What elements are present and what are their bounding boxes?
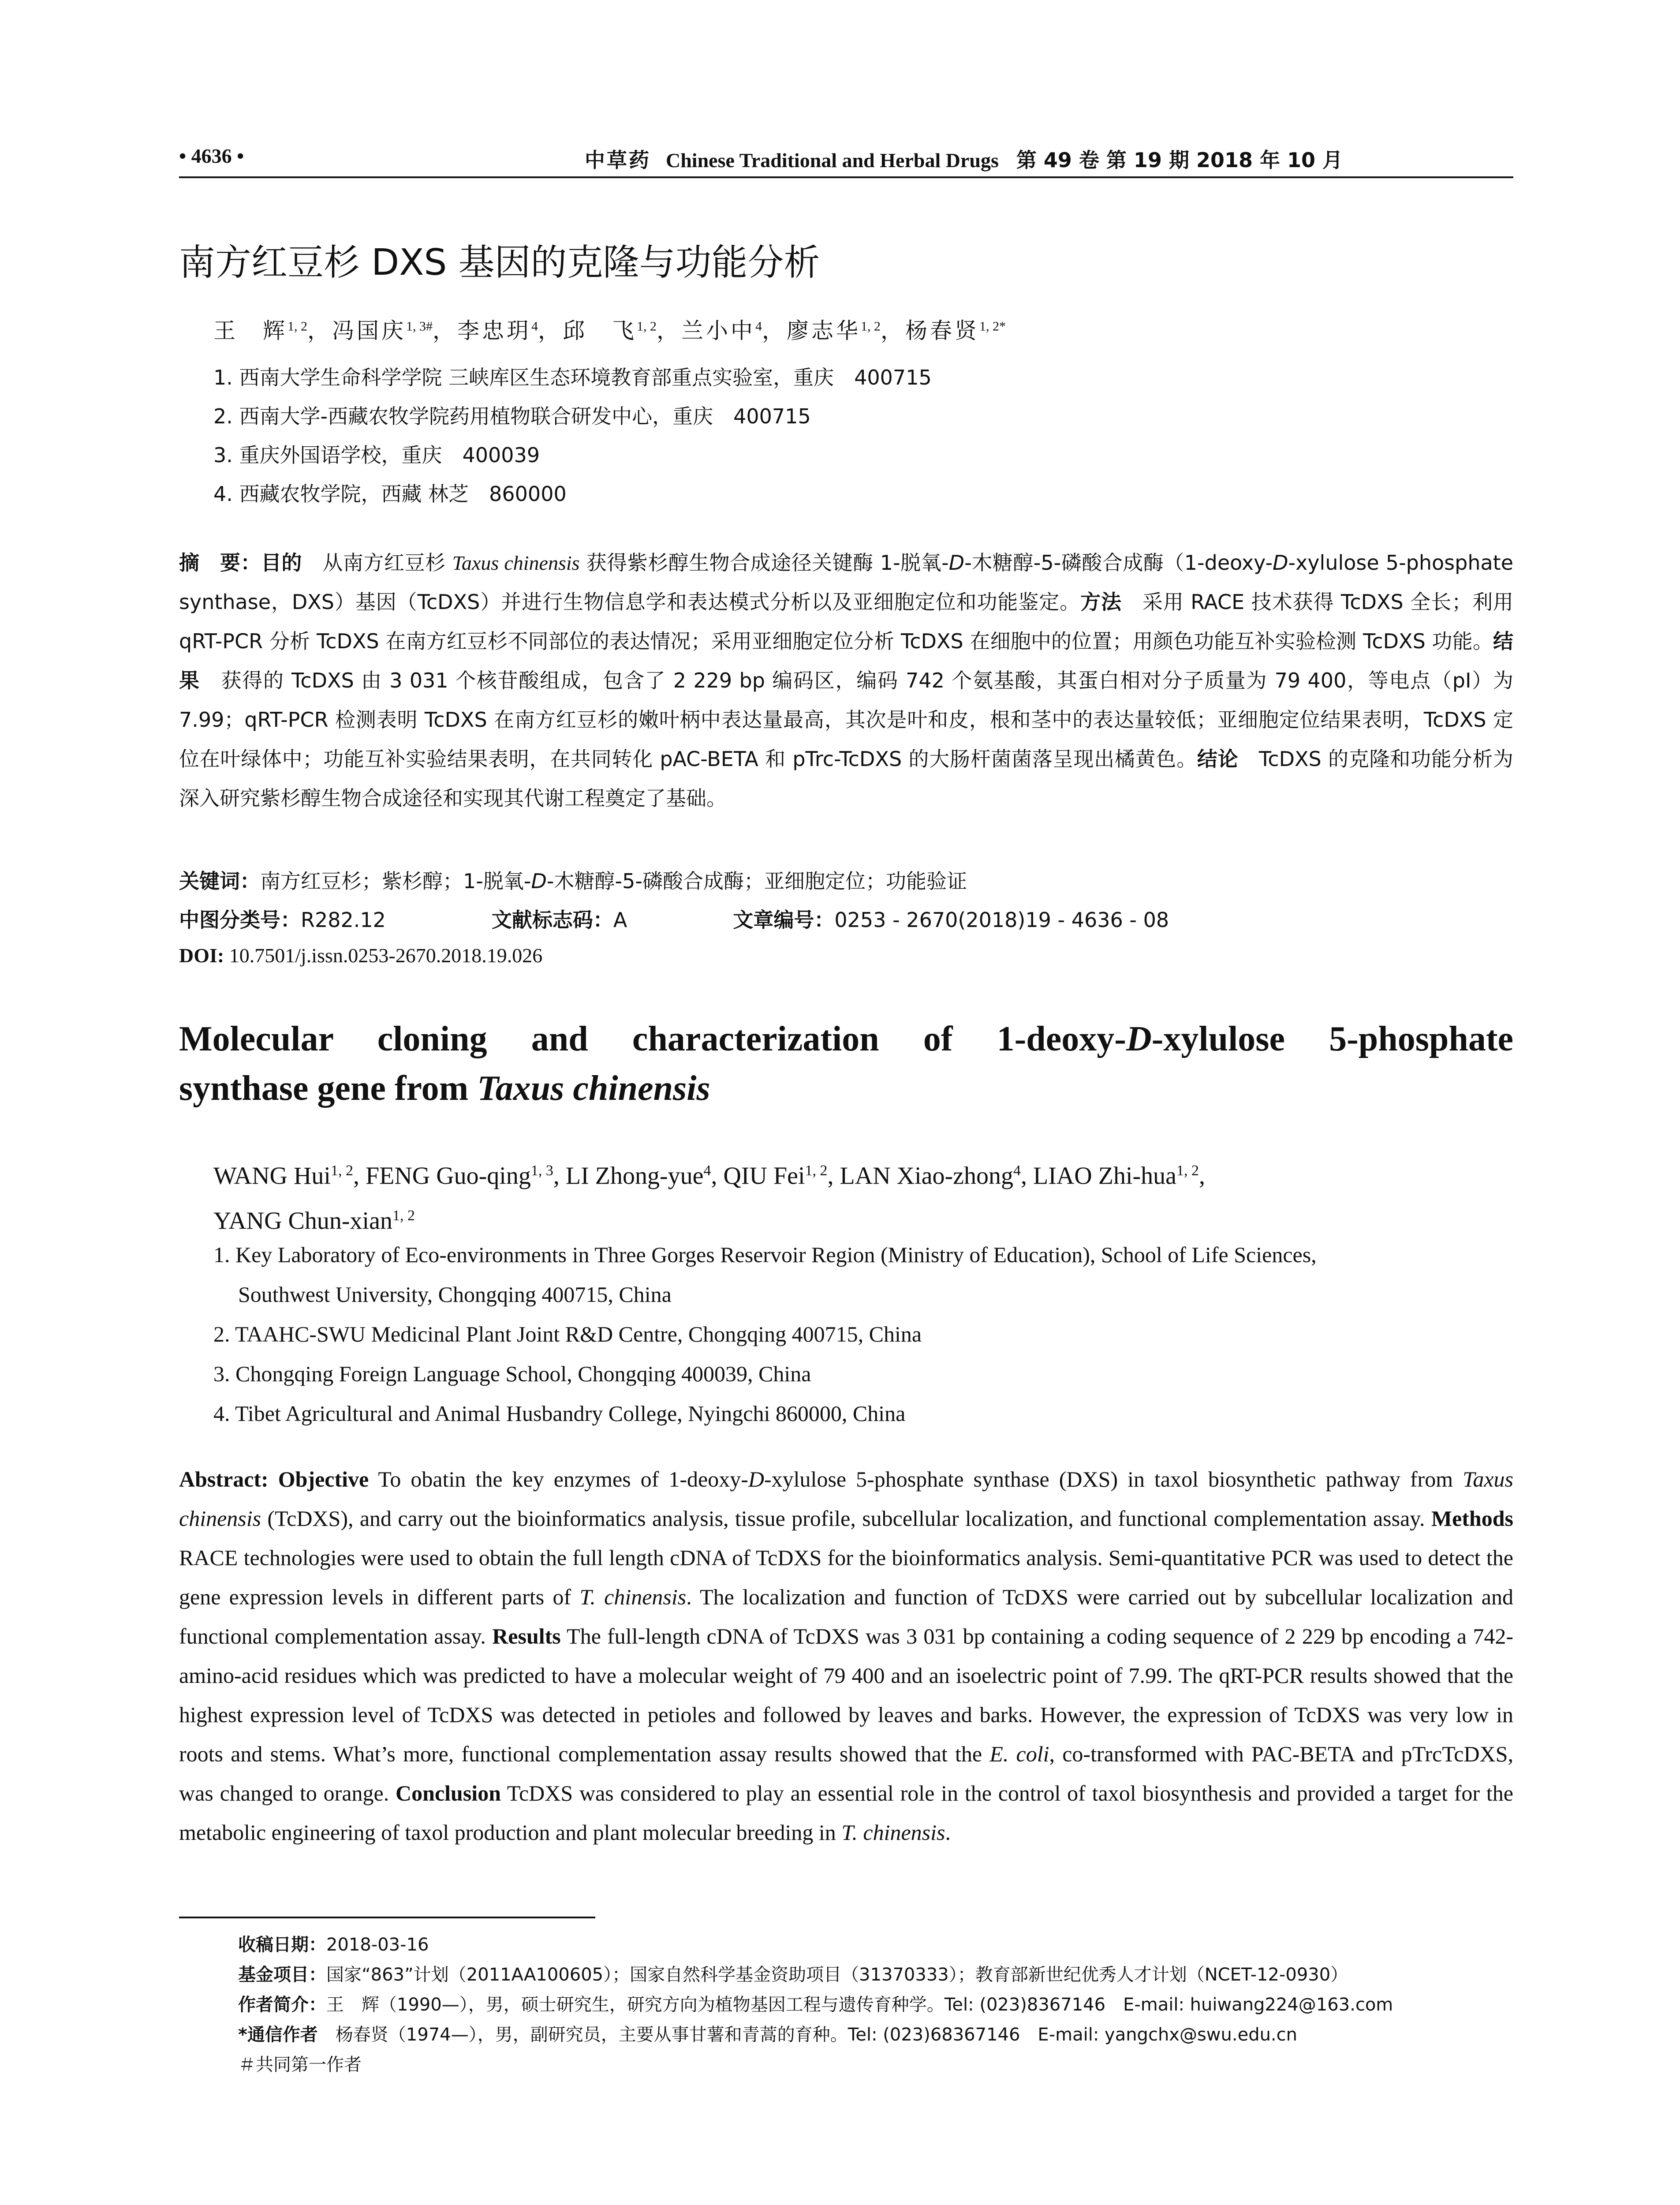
en-abstract-text: The full-length cDNA of TcDXS was 3 031 bp containing a coding sequence of 2 229 bp encoding a 742-amino-acid residues which was predicted to have a molecular weight of 79 400 and an isoelectric point of 7.99. The qRT-PCR results showed that the highest expression level of TcDXS was detected in petioles and followed by leaves and barks. However, the expression of TcDXS was very low in roots and stems. What’s more, functional complementation assay results showed that the bbox=[179, 1624, 1513, 1766]
cn-keywords-text: 南方红豆杉；紫杉醇；1-脱氧- bbox=[260, 869, 531, 893]
en-species-abbrev: T. chinensis bbox=[841, 1820, 945, 1845]
received-value: 2018-03-16 bbox=[326, 1935, 429, 1955]
en-author-separator: , bbox=[1021, 1162, 1033, 1190]
en-author-separator: , bbox=[1199, 1162, 1206, 1190]
en-title-species: Taxus chinensis bbox=[477, 1069, 710, 1108]
en-author-affiliation-marker: 4 bbox=[1013, 1162, 1021, 1179]
en-affiliation-1-line-1: 1. Key Laboratory of Eco-environments in Three Gorges Reservoir Region (Ministry of Education), School of Life Sciences, bbox=[213, 1242, 1317, 1267]
en-author-name: YANG Chun-xian bbox=[213, 1207, 392, 1235]
cn-author-affiliation-marker: 4 bbox=[531, 319, 538, 334]
en-title-line-1 bbox=[179, 1014, 1513, 1064]
cn-affiliation-4: 4. 西藏农牧学院，西藏 林芝 860000 bbox=[213, 482, 567, 506]
cn-author-list bbox=[213, 313, 1006, 345]
cn-methods-label: 方法 bbox=[1080, 590, 1122, 614]
cn-affiliation-1: 1. 西南大学生命科学学院 三峡库区生态环境教育部重点实验室，重庆 400715 bbox=[213, 366, 932, 389]
cn-author-name: 杨春贤 bbox=[905, 318, 979, 344]
en-title-text: Molecular cloning and characterization of 1-deoxy- bbox=[179, 1020, 1126, 1058]
cn-author-affiliation-marker: 1, 2 bbox=[637, 319, 657, 334]
cn-author-separator: ， bbox=[762, 318, 787, 344]
en-species-abbrev: T. chinensis bbox=[579, 1585, 687, 1609]
en-author-name: LIAO Zhi-hua bbox=[1033, 1162, 1177, 1190]
doi-value: 10.7501/j.issn.0253-2670.2018.19.026 bbox=[224, 944, 543, 967]
cn-results-label: 结果 bbox=[179, 629, 1513, 692]
en-author-separator: , bbox=[827, 1162, 840, 1190]
cn-objective-text: -xylulose 5-phosphate synthase，DXS）基因（TcDXS）并进行生物信息学和表达模式分析以及亚细胞定位和功能鉴定。 bbox=[179, 551, 1514, 614]
cn-species-name: Taxus chinensis bbox=[452, 552, 580, 574]
cn-d-italic: D bbox=[531, 869, 547, 893]
doi-line bbox=[179, 944, 542, 967]
en-author-affiliation-marker: 1, 2 bbox=[330, 1162, 353, 1179]
en-author-affiliation-marker: 1, 2 bbox=[392, 1207, 415, 1224]
cn-d-italic: D bbox=[1273, 551, 1288, 575]
en-methods-label: Methods bbox=[1431, 1506, 1513, 1531]
en-ecoli: E. coli bbox=[989, 1742, 1049, 1766]
cn-author-name: 王 辉 bbox=[213, 318, 287, 344]
cn-author-name: 冯国庆 bbox=[332, 318, 406, 344]
cn-conclusion-label: 结论 bbox=[1197, 747, 1239, 771]
en-conclusion-label: Conclusion bbox=[396, 1781, 501, 1805]
cn-affiliation-3: 3. 重庆外国语学校，重庆 400039 bbox=[213, 443, 540, 467]
en-title-d-italic: D bbox=[1126, 1020, 1152, 1058]
cn-author-separator: ， bbox=[307, 318, 332, 344]
footnote-author-bio bbox=[238, 1991, 1393, 2016]
en-author-name: QIU Fei bbox=[723, 1162, 805, 1190]
en-affiliation-3: 3. Chongqing Foreign Language School, Chongqing 400039, China bbox=[213, 1361, 811, 1386]
en-abstract-label: Abstract: Objective bbox=[179, 1467, 369, 1491]
classification-line bbox=[179, 904, 1169, 933]
en-author-affiliation-marker: 1, 3 bbox=[530, 1162, 553, 1179]
en-d-italic: D bbox=[748, 1467, 765, 1491]
footnote-rule bbox=[179, 1917, 595, 1918]
fund-value: 国家“863”计划（2011AA100605）；国家自然科学基金资助项目（31370333）；教育部新世纪优秀人才计划（NCET-12-0930） bbox=[326, 1965, 1348, 1985]
en-author-name: LI Zhong-yue bbox=[565, 1162, 704, 1190]
cn-objective-text: 获得紫杉醇生物合成途径关键酶 1-脱氧- bbox=[579, 551, 949, 575]
journal-name: Chinese Traditional and Herbal Drugs bbox=[666, 149, 999, 172]
en-abstract bbox=[179, 1460, 1513, 1852]
issue-info: 第 49 卷 第 19 期 2018 年 10 月 bbox=[1016, 148, 1343, 172]
en-author-separator: , bbox=[353, 1162, 366, 1190]
footnote-co-first: ＃共同第一作者 bbox=[238, 2055, 362, 2075]
cn-author-affiliation-marker: 1, 2 bbox=[287, 319, 307, 334]
cn-conclusion-text: TcDXS 的克隆和功能分析为深入研究紫杉醇生物合成途径和实现其代谢工程奠定了基础。 bbox=[179, 747, 1514, 810]
en-abstract-text: -xylulose 5-phosphate synthase (DXS) in taxol biosynthetic pathway from bbox=[764, 1467, 1463, 1491]
cn-keywords-text: -木糖醇-5-磷酸合成酶；亚细胞定位；功能验证 bbox=[546, 869, 967, 893]
cn-author-name: 邱 飞 bbox=[563, 318, 637, 344]
en-abstract-text: (TcDXS), and carry out the bioinformatics analysis, tissue profile, subcellular localization, and functional complementation assay. bbox=[261, 1506, 1431, 1531]
en-author-name: FENG Guo-qing bbox=[365, 1162, 531, 1190]
en-author-affiliation-marker: 4 bbox=[703, 1162, 711, 1179]
en-title-text: synthase gene from bbox=[179, 1069, 478, 1108]
received-label: 收稿日期： bbox=[238, 1935, 326, 1955]
footnote-fund bbox=[238, 1961, 1348, 1986]
en-title bbox=[179, 1014, 1513, 1113]
en-author-name: WANG Hui bbox=[213, 1162, 331, 1190]
cn-abstract bbox=[179, 543, 1513, 818]
doc-code-value: A bbox=[613, 908, 627, 932]
doc-code-label: 文献标志码： bbox=[491, 908, 613, 932]
doi-label: DOI: bbox=[179, 944, 224, 967]
cn-d-italic: D bbox=[948, 551, 965, 575]
cn-author-separator: ， bbox=[881, 318, 905, 344]
en-author-list bbox=[213, 1151, 1492, 1241]
en-affiliation-2: 2. TAAHC-SWU Medicinal Plant Joint R&D Centre, Chongqing 400715, China bbox=[213, 1322, 922, 1346]
en-abstract-text: TcDXS was considered to play an essential role in the control of taxol biosynthesis and provided a target for the metabolic engineering of taxol production and plant molecular breeding in bbox=[179, 1781, 1513, 1845]
en-abstract-text: . The localization and function of TcDXS were carried out by subcellular localization and functional complementation assay. bbox=[179, 1585, 1513, 1648]
cn-keywords bbox=[179, 865, 967, 894]
corresponding-value: 杨春贤（1974—），男，副研究员，主要从事甘薯和青蒿的育种。Tel: (023)68367146 E-mail: yangchx@swu.edu.cn bbox=[317, 2025, 1297, 2045]
article-no-label: 文章编号： bbox=[733, 908, 835, 932]
journal-banner bbox=[585, 144, 1343, 173]
en-abstract-text: RACE technologies were used to obtain the full length cDNA of TcDXS for the bioinformatics analysis. Semi-quantitative PCR was used to detect the gene expression levels in different parts of bbox=[179, 1545, 1513, 1609]
corresponding-label: *通信作者 bbox=[238, 2025, 318, 2045]
bio-label: 作者简介： bbox=[238, 1995, 326, 2015]
en-abstract-text: , co-transformed with PAC-BETA and pTrcTcDXS, was changed to orange. bbox=[179, 1742, 1513, 1805]
en-title-text: -xylulose 5-phosphate bbox=[1151, 1020, 1513, 1058]
cn-results-text: 获得的 TcDXS 由 3 031 个核苷酸组成，包含了 2 229 bp 编码区，编码 742 个氨基酸，其蛋白相对分子质量为 79 400，等电点（pI）为 7.99；qRT-PCR 检测表明 TcDXS 在南方红豆杉的嫩叶柄中表达量最高，其次是叶和皮，根和茎中的表达量较低；亚细胞定位结果表明，TcDXS 定位在叶绿体中；功能互补实验结果表明，在共同转化 pAC-BETA 和 pTrc-TcDXS 的大肠杆菌菌落呈现出橘黄色。 bbox=[179, 669, 1514, 771]
en-species-name: Taxus chinensis bbox=[179, 1467, 1513, 1531]
en-author-affiliation-marker: 1, 2 bbox=[1176, 1162, 1199, 1179]
fund-label: 基金项目： bbox=[238, 1965, 326, 1985]
running-header bbox=[179, 139, 1513, 179]
cn-author-separator: ， bbox=[433, 318, 457, 344]
cn-author-name: 廖志华 bbox=[787, 318, 861, 344]
cn-author-affiliation-marker: 1, 2 bbox=[861, 319, 881, 334]
en-abstract-text: To obatin the key enzymes of 1-deoxy- bbox=[369, 1467, 748, 1491]
footnote-received bbox=[238, 1931, 429, 1956]
en-abstract-text: . bbox=[945, 1820, 951, 1845]
cn-keywords-label: 关键词： bbox=[179, 869, 260, 893]
en-affiliation-4: 4. Tibet Agricultural and Animal Husbandry College, Nyingchi 860000, China bbox=[213, 1401, 906, 1426]
en-author-separator: , bbox=[711, 1162, 724, 1190]
cn-objective-label: 目的 bbox=[261, 551, 302, 575]
cn-abstract-label: 摘 要： bbox=[179, 551, 261, 575]
cn-author-affiliation-marker: 1, 3# bbox=[406, 319, 433, 334]
en-results-label: Results bbox=[492, 1624, 561, 1648]
cn-methods-text: 采用 RACE 技术获得 TcDXS 全长；利用 qRT-PCR 分析 TcDXS 在南方红豆杉不同部位的表达情况；采用亚细胞定位分析 TcDXS 在细胞中的位置；用颜色功能互补实验检测 TcDXS 功能。 bbox=[179, 590, 1514, 653]
en-affiliation-1-line-2: Southwest University, Chongqing 400715, China bbox=[238, 1282, 672, 1307]
en-author-separator: , bbox=[553, 1162, 566, 1190]
bio-value: 王 辉（1990—），男，硕士研究生，研究方向为植物基因工程与遗传育种学。Tel: (023)8367146 E-mail: huiwang224@163.com bbox=[326, 1995, 1393, 2015]
en-author-affiliation-marker: 1, 2 bbox=[805, 1162, 828, 1179]
clc-label: 中图分类号： bbox=[179, 908, 301, 932]
cn-author-name: 李忠玥 bbox=[457, 318, 531, 344]
cn-author-affiliation-marker: 1, 2* bbox=[979, 319, 1006, 334]
header-rule bbox=[179, 176, 1513, 178]
article-no-value: 0253 - 2670(2018)19 - 4636 - 08 bbox=[834, 908, 1169, 932]
footnote-corresponding bbox=[238, 2021, 1297, 2046]
en-title-line-2 bbox=[179, 1069, 710, 1108]
cn-objective-text: -木糖醇-5-磷酸合成酶（1-deoxy- bbox=[964, 551, 1273, 575]
cn-author-name: 兰小中 bbox=[681, 318, 755, 344]
cn-objective-text: 从南方红豆杉 bbox=[302, 551, 452, 575]
page-number: • 4636 • bbox=[179, 145, 244, 167]
cn-title: 南方红豆杉 DXS 基因的克隆与功能分析 bbox=[179, 242, 820, 284]
cn-affiliation-2: 2. 西南大学-西藏农牧学院药用植物联合研发中心，重庆 400715 bbox=[213, 404, 811, 428]
cn-author-separator: ， bbox=[538, 318, 563, 344]
en-affiliation-1 bbox=[213, 1235, 1513, 1314]
clc-value: R282.12 bbox=[301, 908, 386, 932]
cn-author-separator: ， bbox=[657, 318, 681, 344]
journal-logo: 中草药 bbox=[585, 148, 651, 172]
en-author-name: LAN Xiao-zhong bbox=[840, 1162, 1013, 1190]
cn-author-affiliation-marker: 4 bbox=[755, 319, 762, 334]
